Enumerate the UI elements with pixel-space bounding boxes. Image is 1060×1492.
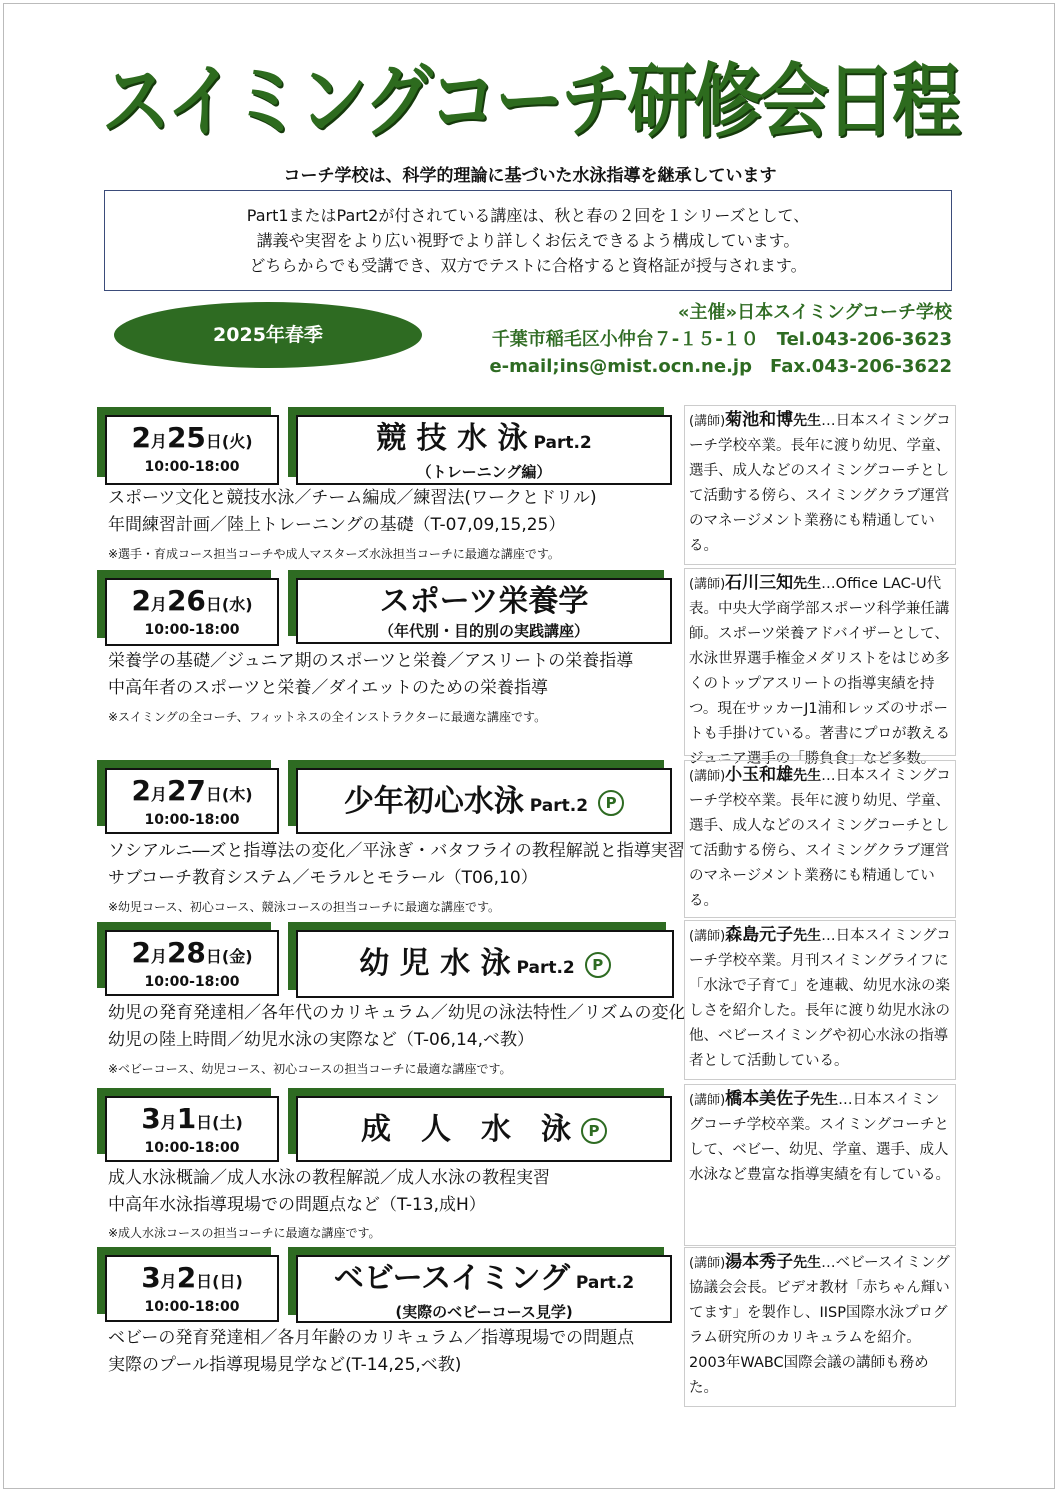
session-description — [108, 648, 633, 702]
session-time: 10:00-18:00 — [144, 1299, 240, 1315]
lecturer-honorific: 先生 — [810, 1092, 839, 1108]
session-month: 2 — [131, 421, 151, 454]
organizer-info — [489, 299, 952, 380]
intro-box — [104, 190, 952, 291]
session-month: 3 — [141, 1261, 161, 1294]
session-date — [107, 774, 277, 812]
month-unit: 月 — [150, 785, 167, 804]
lecturer-bio: …ベビースイミング協議会会長。ビデオ教材「赤ちゃん輝いてます」を製作し、IISP国際水泳プログラム研究所のカリキュラムを紹介。2003年WABC国際会議の講師も務めた。 — [689, 1255, 950, 1396]
lecturer-honorific: 先生 — [793, 576, 822, 592]
practical-p-icon: P — [585, 952, 611, 978]
session-title-box — [296, 578, 672, 644]
month-unit: 月 — [150, 595, 167, 614]
session-weekday: 日(木) — [205, 785, 253, 804]
description-line: 成人水泳概論／成人水泳の教程解説／成人水泳の教程実習 — [108, 1168, 550, 1188]
lecturer-name: 湯本秀子 — [725, 1252, 794, 1272]
lecturer-profile — [684, 920, 956, 1080]
session-date-box — [105, 578, 279, 646]
lecturer-name: 石川三知 — [725, 573, 794, 593]
session-title — [298, 784, 670, 824]
session-date-box — [105, 415, 279, 485]
session-time: 10:00-18:00 — [144, 622, 240, 638]
session-month: 2 — [131, 774, 151, 807]
session-title-box — [296, 930, 674, 998]
description-line: ベビーの発育発達相／各月年齢のカリキュラム／指導現場での問題点 — [108, 1328, 635, 1348]
session-description — [108, 1000, 686, 1054]
session-date-box — [105, 768, 279, 834]
session-time: 10:00-18:00 — [144, 812, 240, 828]
description-line: 年間練習計画／陸上トレーニングの基礎（T-07,09,15,25） — [108, 515, 566, 535]
month-unit: 月 — [160, 1113, 177, 1132]
practical-p-icon: P — [581, 1118, 607, 1144]
session-note: ※成人水泳コースの担当コーチに最適な講座です。 — [108, 1226, 381, 1240]
session-weekday: 日(土) — [196, 1113, 243, 1132]
lecturer-profile — [684, 405, 956, 565]
page-title: スイミングコーチ研修会日程 — [101, 55, 959, 148]
session-day: 26 — [166, 584, 206, 617]
lecturer-profile — [684, 568, 956, 767]
session-weekday: 日(水) — [205, 595, 253, 614]
description-line: 中高年水泳指導現場での問題点など（T-13,成H） — [108, 1195, 486, 1215]
session-description — [108, 838, 685, 892]
session-subtitle: (実際のベビーコース見学) — [395, 1303, 573, 1321]
lecturer-label: (講師) — [689, 1256, 726, 1271]
session-day: 27 — [166, 774, 206, 807]
page-subtitle: コーチ学校は、科学的理論に基づいた水泳指導を継承しています — [283, 166, 777, 186]
session-date — [107, 421, 277, 459]
session-note: ※スイミングの全コーチ、フィットネスの全インストラクターに最適な講座です。 — [108, 710, 547, 724]
organizer-contact: e-mail;ins@mist.ocn.ne.jp Fax.043-206-3622 — [489, 356, 952, 377]
session-title — [298, 1112, 670, 1148]
lecturer-name: 菊池和博 — [725, 410, 794, 430]
session-month: 3 — [141, 1102, 161, 1135]
session-date — [107, 1261, 277, 1299]
session-title-box — [296, 768, 672, 834]
intro-line: Part1またはPart2が付されている講座は、秋と春の２回を１シリーズとして、 — [246, 206, 810, 225]
session-day: 25 — [166, 421, 206, 454]
session-date-box — [105, 930, 279, 996]
session-time: 10:00-18:00 — [144, 974, 240, 990]
session-date-box — [105, 1096, 279, 1162]
session-note: ※幼児コース、初心コース、競泳コースの担当コーチに最適な講座です。 — [108, 900, 501, 914]
session-date-box — [105, 1255, 279, 1322]
lecturer-label: (講師) — [689, 414, 726, 429]
intro-line: どちらからでも受講でき、双方でテストに合格すると資格証が授与されます。 — [249, 256, 807, 275]
lecturer-profile — [684, 1084, 956, 1246]
session-part: Part.2 — [523, 796, 589, 816]
description-line: 栄養学の基礎／ジュニア期のスポーツと栄養／アスリートの栄養指導 — [108, 651, 634, 671]
lecturer-name: 橋本美佐子 — [725, 1089, 811, 1109]
session-part: Part.2 — [527, 433, 592, 453]
lecturer-label: (講師) — [689, 1093, 726, 1108]
lecturer-name: 森島元子 — [725, 925, 794, 945]
session-description — [108, 1325, 634, 1379]
lecturer-label: (講師) — [689, 929, 726, 944]
lecturer-honorific: 先生 — [793, 768, 822, 784]
session-date — [107, 1102, 277, 1140]
lecturer-profile — [684, 760, 956, 918]
session-time: 10:00-18:00 — [144, 1140, 240, 1156]
season-badge: 2025年春季 — [114, 302, 422, 368]
session-subtitle: （年代別・目的別の実践講座） — [378, 622, 589, 640]
intro-line: 講義や実習をより広い視野でより詳しくお伝えできるよう構成しています。 — [256, 231, 800, 250]
session-day: 1 — [176, 1102, 197, 1135]
session-description — [108, 485, 597, 539]
lecturer-label: (講師) — [689, 769, 726, 784]
session-title-box — [296, 415, 672, 485]
lecturer-profile — [684, 1247, 956, 1407]
session-title — [298, 946, 672, 986]
session-note: ※ベビーコース、幼児コース、初心コースの担当コーチに最適な講座です。 — [108, 1062, 512, 1076]
lecturer-bio: …Office LAC-U代表。中央大学商学部スポーツ科学兼任講師。スポーツ栄養アドバイザーとして、水泳世界選手権金メダリストをはじめ多くのトップアスリートの指導実績を持つ。現在サッカーJ1浦和レッズのサポートも手掛けている。著書にプロが教えるジュニア選手の「勝負食」など多数。 — [689, 576, 950, 767]
session-title-text: 少年初心水泳 — [343, 784, 524, 819]
session-date — [107, 584, 277, 622]
session-title-text: 成 人 水 泳 — [361, 1112, 571, 1147]
session-day: 28 — [166, 936, 206, 969]
practical-p-icon: P — [598, 790, 624, 816]
lecturer-honorific: 先生 — [793, 413, 822, 429]
session-part: Part.2 — [510, 958, 575, 978]
description-line: スポーツ文化と競技水泳／チーム編成／練習法(ワークとドリル) — [108, 488, 597, 508]
lecturer-honorific: 先生 — [793, 1255, 822, 1271]
session-title-box — [296, 1255, 672, 1323]
month-unit: 月 — [160, 1272, 177, 1291]
session-weekday: 日(日) — [196, 1272, 243, 1291]
session-time: 10:00-18:00 — [144, 459, 240, 475]
lecturer-bio: …日本スイミングコーチ学校卒業。長年に渡り幼児、学童、選手、成人などのスイミングコーチとして活動する傍ら、スイミングクラブ運営のマネージメント業務にも精通している。 — [689, 413, 951, 554]
lecturer-bio: …日本スイミングコーチ学校卒業。月刊スイミングライフに「水泳で子育て」を連載、幼児水泳の楽しさを紹介した。長年に渡り幼児水泳の他、ベビースイミングや初心水泳の指導者として活動している。 — [689, 928, 951, 1069]
month-unit: 月 — [150, 432, 167, 451]
description-line: 中高年者のスポーツと栄養／ダイエットのための栄養指導 — [108, 678, 548, 698]
lecturer-bio: …日本スイミングコーチ学校卒業。スイミングコーチとして、ベビー、幼児、学童、選手、成人水泳など豊富な指導実績を有している。 — [689, 1092, 950, 1183]
description-line: ソシアルニ―ズと指導法の変化／平泳ぎ・バタフライの教程解説と指導実習 — [108, 841, 685, 861]
description-line: 幼児の陸上時間／幼児水泳の実際など（T-06,14,ベ教） — [108, 1030, 535, 1050]
session-date — [107, 936, 277, 974]
lecturer-honorific: 先生 — [793, 928, 822, 944]
session-subtitle: （トレーニング編） — [416, 463, 552, 481]
session-title-text: ベビースイミング — [333, 1261, 570, 1296]
lecturer-bio: …日本スイミングコーチ学校卒業。長年に渡り幼児、学童、選手、成人などのスイミングコーチとして活動する傍ら、スイミングクラブ運営のマネージメント業務にも精通している。 — [689, 768, 951, 909]
session-weekday: 日(金) — [205, 947, 253, 966]
session-title — [298, 421, 670, 461]
session-title-text: 競 技 水 泳 — [376, 421, 528, 456]
description-line: 実際のプール指導現場見学など(T-14,25,ベ教) — [108, 1355, 462, 1375]
session-title — [298, 584, 670, 620]
session-title — [298, 1261, 670, 1301]
session-title-box — [296, 1096, 672, 1162]
session-month: 2 — [131, 584, 151, 617]
description-line: サブコーチ教育システム／モラルとモラール（T06,10） — [108, 868, 538, 888]
month-unit: 月 — [150, 947, 167, 966]
session-part: Part.2 — [569, 1273, 635, 1293]
lecturer-label: (講師) — [689, 577, 726, 592]
lecturer-name: 小玉和雄 — [725, 765, 794, 785]
session-note: ※選手・育成コース担当コーチや成人マスターズ水泳担当コーチに最適な講座です。 — [108, 547, 560, 561]
session-month: 2 — [131, 936, 151, 969]
organizer-name: «主催»日本スイミングコーチ学校 — [677, 302, 952, 323]
organizer-address: 千葉市稲毛区小仲台７-１５-１０ Tel.043-206-3623 — [491, 329, 952, 350]
session-day: 2 — [176, 1261, 197, 1294]
description-line: 幼児の発育発達相／各年代のカリキュラム／幼児の泳法特性／リズムの変化 — [108, 1003, 686, 1023]
session-weekday: 日(火) — [205, 432, 253, 451]
session-title-text: スポーツ栄養学 — [379, 584, 589, 619]
session-description — [108, 1165, 550, 1219]
session-title-text: 幼 児 水 泳 — [359, 946, 511, 981]
